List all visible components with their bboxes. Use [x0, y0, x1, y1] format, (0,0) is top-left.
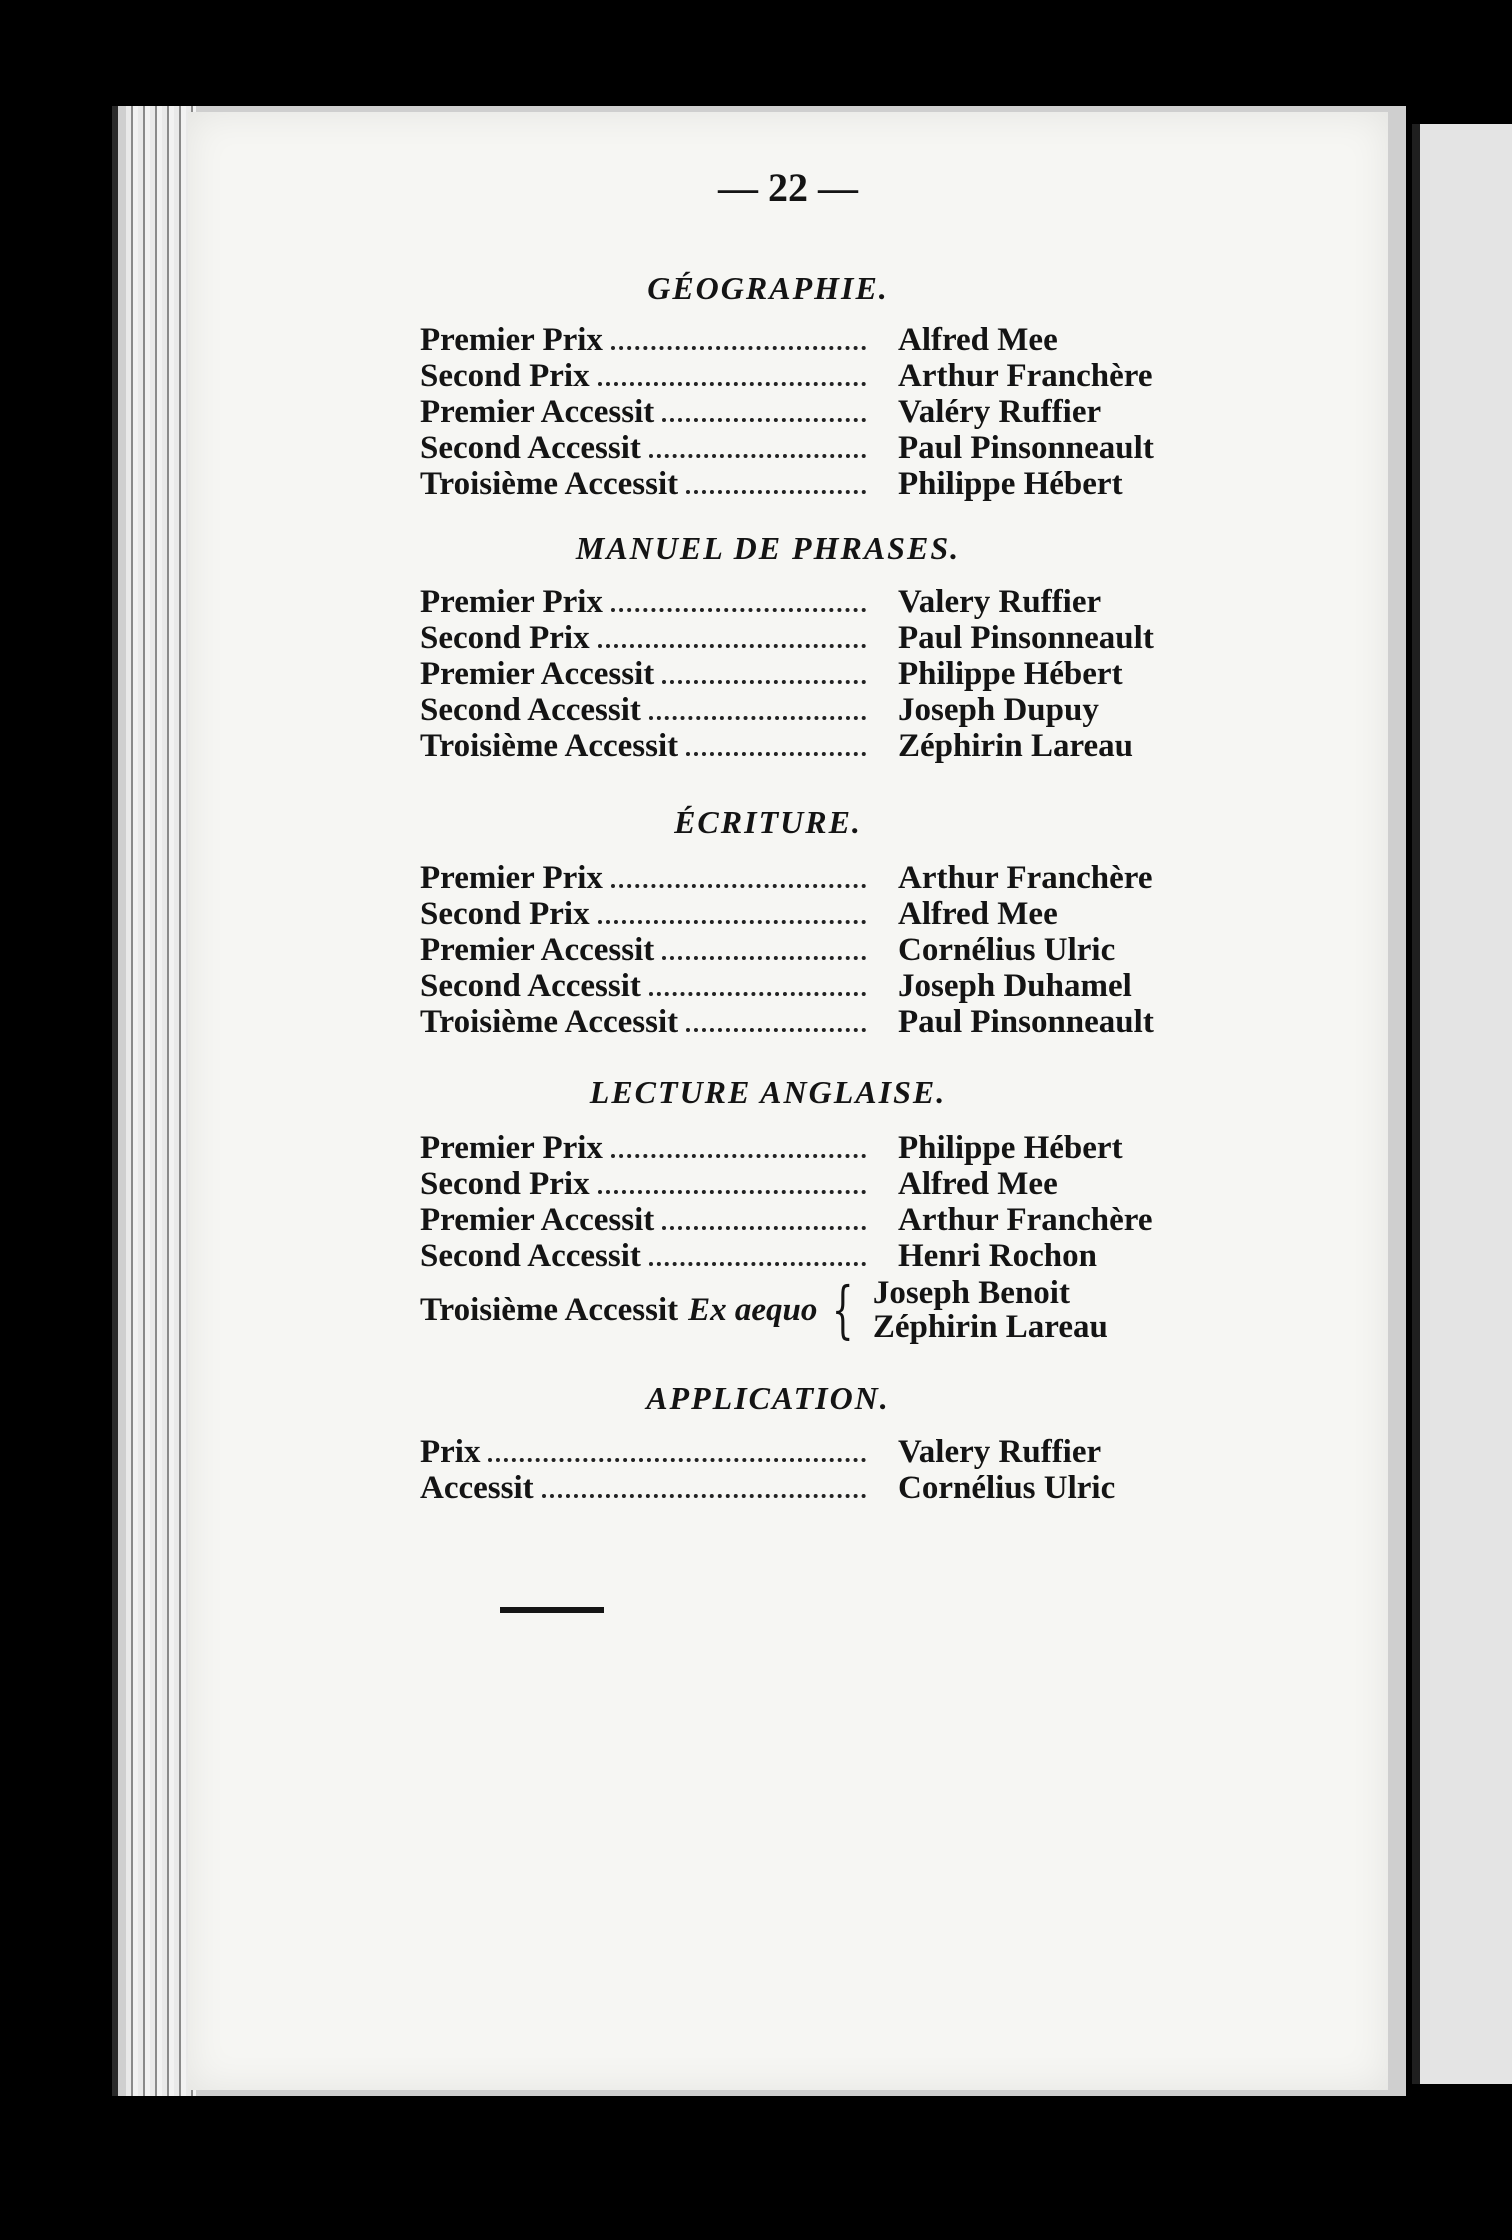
award-row — [420, 1238, 1210, 1274]
award-list-geographie — [420, 322, 1210, 502]
award-row — [420, 584, 1210, 620]
award-recipient: Valery Ruffier — [898, 584, 1102, 620]
award-row — [420, 860, 1210, 896]
award-recipient: Zéphirin Lareau — [898, 728, 1134, 764]
award-row — [420, 968, 1210, 1004]
dot-leader — [598, 920, 866, 924]
dot-leader — [649, 1262, 866, 1266]
award-rank: Second Prix — [420, 620, 590, 656]
award-row — [420, 322, 1210, 358]
ex-aequo-note: Ex aequo — [688, 1291, 818, 1328]
award-recipient: Joseph Duhamel — [898, 968, 1132, 1004]
award-recipient: Cornélius Ulric — [898, 1470, 1116, 1506]
award-recipient: Alfred Mee — [898, 896, 1058, 932]
section-heading-manuel-de-phrases: MANUEL DE PHRASES. — [575, 530, 961, 566]
dot-leader — [649, 716, 866, 720]
award-rank: Troisième Accessit — [420, 466, 679, 502]
award-row — [420, 932, 1210, 968]
award-row — [420, 1202, 1210, 1238]
award-list-lecture-anglaise — [420, 1130, 1210, 1346]
dot-leader — [598, 382, 866, 386]
award-rank: Premier Prix — [420, 322, 603, 358]
section-heading-geographie: GÉOGRAPHIE. — [647, 270, 889, 306]
award-row — [420, 656, 1210, 692]
award-rank: Premier Accessit — [420, 932, 655, 968]
award-list-ecriture — [420, 860, 1210, 1040]
award-recipient: Arthur Franchère — [898, 358, 1153, 394]
dot-leader — [611, 608, 866, 612]
award-row-ex-aequo — [420, 1274, 1210, 1346]
award-rank: Second Accessit — [420, 430, 641, 466]
brace-glyph: { — [832, 1273, 854, 1346]
award-row — [420, 466, 1210, 502]
dot-leader — [488, 1458, 866, 1462]
award-rank: Premier Accessit — [420, 656, 655, 692]
award-row — [420, 896, 1210, 932]
award-recipient: Philippe Hébert — [898, 1130, 1123, 1166]
award-recipient: Paul Pinsonneault — [898, 620, 1154, 656]
award-row — [420, 394, 1210, 430]
award-rank: Premier Accessit — [420, 394, 655, 430]
award-rank: Second Prix — [420, 358, 590, 394]
award-recipient: Joseph Dupuy — [898, 692, 1099, 728]
award-row — [420, 1166, 1210, 1202]
section-heading-ecriture: ÉCRITURE. — [674, 804, 862, 840]
award-list-manuel-de-phrases — [420, 584, 1210, 764]
award-row — [420, 1130, 1210, 1166]
award-recipient: Philippe Hébert — [898, 656, 1123, 692]
award-row — [420, 728, 1210, 764]
dot-leader — [662, 956, 866, 960]
award-recipient: Cornélius Ulric — [898, 932, 1116, 968]
award-recipient: Valéry Ruffier — [898, 394, 1102, 430]
book-page — [188, 112, 1388, 2090]
page-number: — 22 — — [718, 165, 858, 210]
award-row — [420, 430, 1210, 466]
dot-leader — [662, 418, 866, 422]
award-recipient: Joseph Benoit — [872, 1275, 1070, 1311]
dot-leader — [649, 454, 866, 458]
dot-leader — [649, 992, 866, 996]
award-recipient: Alfred Mee — [898, 322, 1058, 358]
award-rank: Troisième Accessit — [420, 1291, 679, 1328]
award-recipient: Paul Pinsonneault — [898, 430, 1154, 466]
award-rank: Premier Accessit — [420, 1202, 655, 1238]
dot-leader — [686, 490, 866, 494]
award-rank-ex-aequo — [420, 1292, 817, 1329]
award-row — [420, 358, 1210, 394]
dot-leader — [542, 1494, 866, 1498]
award-recipient: Arthur Franchère — [898, 1202, 1153, 1238]
dot-leader — [662, 680, 866, 684]
award-rank: Second Accessit — [420, 968, 641, 1004]
award-recipient: Arthur Franchère — [898, 860, 1153, 896]
award-rank: Second Accessit — [420, 1238, 641, 1274]
dot-leader — [598, 1190, 866, 1194]
award-rank: Premier Prix — [420, 860, 603, 896]
award-rank: Premier Prix — [420, 584, 603, 620]
award-row — [420, 1434, 1210, 1470]
award-recipient: Henri Rochon — [898, 1238, 1097, 1274]
award-row — [420, 1470, 1210, 1506]
dot-leader — [611, 884, 866, 888]
award-rank: Second Prix — [420, 896, 590, 932]
award-row — [420, 1004, 1210, 1040]
award-rank: Troisième Accessit — [420, 728, 679, 764]
award-rank: Second Prix — [420, 1166, 590, 1202]
dot-leader — [662, 1226, 866, 1230]
award-row — [420, 620, 1210, 656]
award-rank: Premier Prix — [420, 1130, 603, 1166]
award-recipient: Valery Ruffier — [898, 1434, 1102, 1470]
award-list-application — [420, 1434, 1210, 1506]
dot-leader — [686, 752, 866, 756]
award-recipient: Paul Pinsonneault — [898, 1004, 1154, 1040]
dot-leader — [611, 346, 866, 350]
dot-leader — [598, 644, 866, 648]
award-recipient: Alfred Mee — [898, 1166, 1058, 1202]
end-rule — [500, 1607, 604, 1613]
dot-leader — [611, 1154, 866, 1158]
award-rank: Troisième Accessit — [420, 1004, 679, 1040]
award-recipient: Philippe Hébert — [898, 466, 1123, 502]
award-row — [420, 692, 1210, 728]
section-heading-application: APPLICATION. — [646, 1380, 890, 1416]
section-heading-lecture-anglaise: LECTURE ANGLAISE. — [589, 1074, 947, 1110]
ex-aequo-recipients — [873, 1276, 1108, 1344]
award-rank: Accessit — [420, 1470, 534, 1506]
dot-leader — [686, 1028, 866, 1032]
award-rank: Prix — [420, 1434, 481, 1470]
award-recipient: Zéphirin Lareau — [872, 1309, 1108, 1345]
award-rank: Second Accessit — [420, 692, 641, 728]
facing-page-edge — [1412, 124, 1512, 2084]
